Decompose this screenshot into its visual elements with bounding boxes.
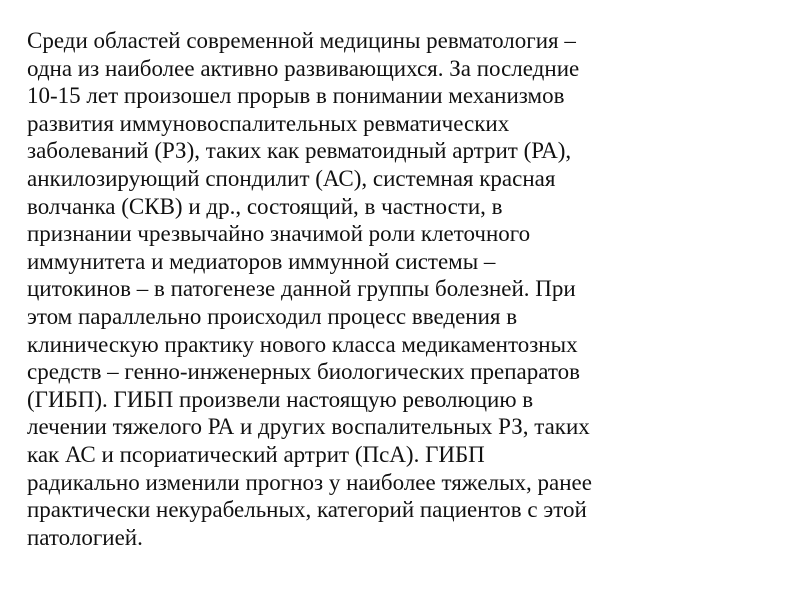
text-line-18: практически некурабельных, категорий пациентов с этой — [27, 497, 587, 523]
text-line-4: развития иммуновоспалительных ревматических — [27, 110, 510, 136]
text-line-7: волчанка (СКВ) и др., состоящий, в частности, в — [27, 193, 503, 219]
body-paragraph — [27, 27, 787, 551]
text-line-2: одна из наиболее активно развивающихся. За последние — [27, 55, 580, 81]
text-line-13: средств – генно-инженерных биологических препаратов — [27, 359, 580, 385]
text-line-6: анкилозирующий спондилит (АС), системная красная — [27, 165, 556, 191]
text-line-12: клиническую практику нового класса медикаментозных — [27, 331, 578, 357]
text-line-15: лечении тяжелого РА и других воспалительных РЗ, таких — [27, 414, 590, 440]
text-line-9: иммунитета и медиаторов иммунной системы – — [27, 248, 496, 274]
text-line-16: как АС и псориатический артрит (ПсА). ГИБП — [27, 441, 485, 467]
text-line-17: радикально изменили прогноз у наиболее тяжелых, ранее — [27, 469, 592, 495]
text-line-14: (ГИБП). ГИБП произвели настоящую революцию в — [27, 386, 534, 412]
text-line-8: признании чрезвычайно значимой роли клеточного — [27, 221, 531, 247]
text-line-19: патологией. — [27, 524, 143, 550]
text-line-10: цитокинов – в патогенезе данной группы болезней. При — [27, 276, 576, 302]
text-line-5: заболеваний (РЗ), таких как ревматоидный артрит (РА), — [27, 138, 572, 164]
text-line-1: Среди областей современной медицины ревматология – — [27, 28, 576, 53]
text-line-3: 10-15 лет произошел прорыв в понимании механизмов — [27, 83, 565, 109]
text-line-11: этом параллельно происходил процесс введения в — [27, 303, 518, 329]
